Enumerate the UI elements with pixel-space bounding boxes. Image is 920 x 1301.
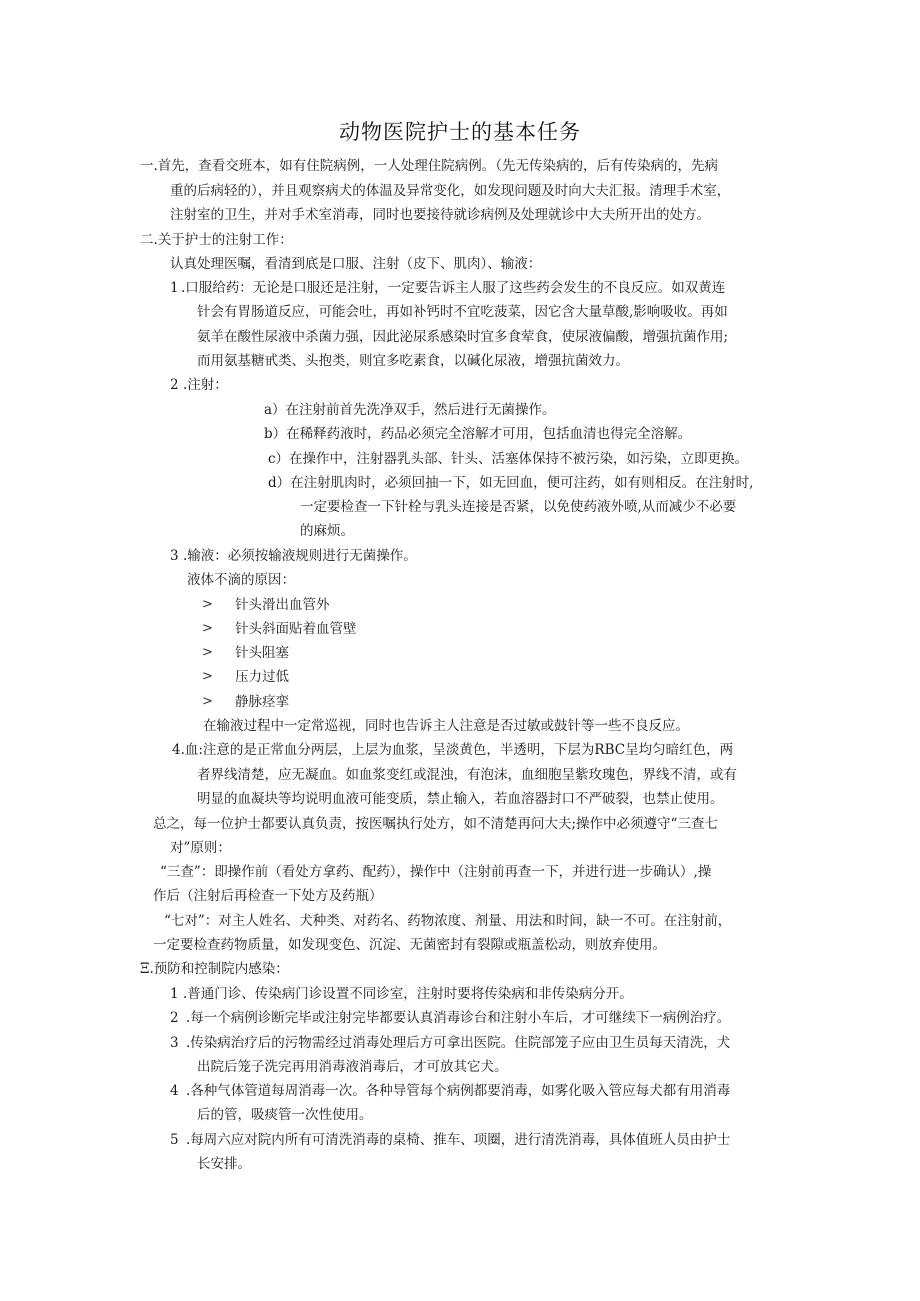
prevention-item: 出院后笼子洗完再用消毒液消毒后，才可放其它犬。 [197, 1059, 508, 1075]
bullet-arrow-icon: > [202, 645, 213, 660]
three-checks-line: “三查”：即操作前（看处方拿药、配药），操作中（注射前再查一下，并进行进一步确认）,操 [160, 864, 712, 880]
injection-step-d: d）在注射肌肉时，必须回抽一下，如无回血，便可注药，如有则相反。在注射时, [268, 475, 754, 491]
item-number: 5 [170, 1132, 179, 1148]
injection-step-c: c）在操作中，注射器乳头部、针头、活塞体保持不被污染，如污染，立即更换。 [268, 451, 749, 467]
item-number: 1 [170, 986, 179, 1002]
prevention-item: .每一个病例诊断完毕或注射完毕都要认真消毒诊台和注射小车后，才可继续下一病例治疗。 [186, 1010, 731, 1026]
infusion-label: .输液：必须按输液规则进行无菌操作。 [183, 548, 417, 564]
section-1-line: 注射室的卫生，并对手术室消毒，同时也要接待就诊病例及处理就诊中大夫所开出的处方。 [170, 207, 710, 223]
prevention-item: .各种气体管道每周消毒一次。各种导管每个病例都要消毒，如雾化吸入管应每犬都有用消毒 [186, 1083, 731, 1099]
reason-item: 静脉痉挛 [235, 694, 289, 710]
section-2-intro: 认真处理医嘱，看清到底是口服、注射（皮下、肌肉）、输液： [170, 256, 542, 272]
oral-line: .口服给药：无论是口服还是注射，一定要告诉主人服了这些药会发生的不良反应。如双黄连 [181, 280, 726, 296]
item-number: 2 [170, 377, 179, 393]
reason-item: 针头阻塞 [235, 645, 289, 661]
injection-step-d: 一定要检查一下针栓与乳头连接是否紧，以免使药液外喷,从而减少不必要 [300, 499, 737, 515]
summary-line: 总之，每一位护士都要认真负责，按医嘱执行处方，如不清楚再问大夫;操作中必须遵守“三查七 [153, 816, 718, 832]
section-2-heading: 二.关于护士的注射工作： [140, 232, 293, 248]
oral-line: 氨羊在酸性尿液中杀菌力强，因此泌尿系感染时宜多食荤食，使尿液偏酸，增强抗菌作用; [197, 329, 729, 345]
prevention-item: 长安排。 [197, 1156, 251, 1172]
blood-line: 明显的血凝块等均说明血液可能变质，禁止输入，若血溶器封口不严破裂，也禁止使用。 [197, 791, 724, 807]
section-3-heading: Ξ.预防和控制院内感染： [140, 961, 289, 977]
prevention-item: 后的管，吸痰管一次性使用。 [197, 1107, 373, 1123]
oral-line: 而用氨基糖甙类、头抱类，则宜多吃素食，以碱化尿液，增强抗菌效力。 [197, 353, 629, 369]
prevention-item: .传染病治疗后的污物需经过消毒处理后方可拿出医院。住院部笼子应由卫生员每天清洗，犬 [186, 1035, 731, 1051]
seven-checks-line: 一定要检查药物质量，如发现变色、沉淀、无菌密封有裂隙或瓶盖松动，则放弃使用。 [153, 937, 666, 953]
section-1-line: 重的后病轻的），并且观察病犬的体温及异常变化，如发现问题及时向大夫汇报。清理手术室， [170, 183, 731, 199]
blood-line: 4.血:注意的是正常血分两层，上层为血浆，呈淡黄色，半透明，下层为RBC呈均匀暗红色，两 [172, 742, 734, 758]
reasons-title: 液体不滴的原因： [187, 572, 295, 588]
seven-checks-line: “七对”：对主人姓名、犬种类、对药名、药物浓度、剂量、用法和时间，缺一不可。在注射前， [164, 913, 732, 929]
section-1-heading: 一.首先，查看交班本，如有住院病例，一人处理住院病例。（先无传染病的，后有传染病的，先病 [140, 158, 719, 174]
reason-item: 针头滑出血管外 [235, 597, 330, 613]
injection-step-b: b）在稀释药液时，药品必须完全溶解才可用，包括血清也得完全溶解。 [264, 426, 692, 442]
bullet-arrow-icon: > [202, 669, 213, 684]
item-number: 1 [170, 280, 179, 296]
bullet-arrow-icon: > [202, 621, 213, 636]
item-number: 3 [170, 1035, 179, 1051]
bullet-arrow-icon: > [202, 694, 213, 709]
infusion-note: 在输液过程中一定常巡视，同时也告诉主人注意是否过敏或鼓针等一些不良反应。 [203, 718, 689, 734]
item-number: 2 [170, 1010, 179, 1026]
reason-item: 压力过低 [235, 669, 289, 685]
summary-line: 对”原则： [170, 840, 231, 856]
injection-step-a: a）在注射前首先洗净双手，然后进行无菌操作。 [264, 402, 556, 418]
injection-step-d: 的麻烦。 [300, 523, 354, 539]
item-number: 4 [170, 1083, 179, 1099]
item-number: 3 [170, 548, 179, 564]
blood-line: 者界线清楚，应无凝血。如血浆变红或混浊，有泡沫，血细胞呈紫玫瑰色，界线不清，或有 [197, 767, 737, 783]
prevention-item: .每周六应对院内所有可清洗消毒的桌椅、推车、项圈，进行清洗消毒，具体值班人员由护士 [186, 1132, 731, 1148]
page-title: 动物医院护士的基本任务 [339, 120, 581, 144]
reason-item: 针头斜面贴着血管壁 [235, 621, 357, 637]
oral-line: 针会有胃肠道反应，可能会吐，再如补钙时不宜吃菠菜，因它含大量草酸,影响吸收。再如 [197, 304, 728, 320]
bullet-arrow-icon: > [202, 597, 213, 612]
prevention-item: .普通门诊、传染病门诊设置不同诊室，注射时要将传染病和非传染病分开。 [183, 986, 633, 1002]
injection-label: .注射： [183, 377, 228, 393]
three-checks-line: 作后（注射后再检查一下处方及药瓶） [153, 888, 383, 904]
